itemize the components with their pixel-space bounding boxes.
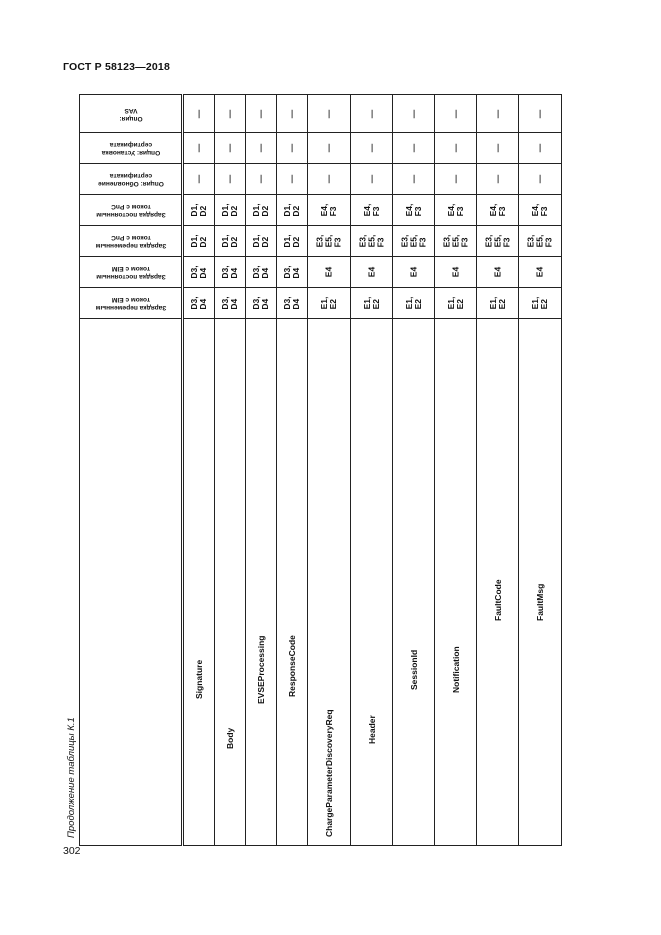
cell-value: —	[323, 174, 334, 184]
cell-value: E4, F3	[319, 203, 338, 217]
cell-value: —	[492, 109, 502, 118]
header-label: Зарядка постоянным током с PnC	[95, 203, 166, 218]
cell-value: E4, F3	[530, 203, 549, 217]
name-cell	[308, 319, 351, 846]
table-cell	[277, 226, 308, 257]
cell-value: E3, E5, F3	[441, 234, 469, 248]
cell-value: —	[323, 143, 334, 153]
header-label: Опция: VAS	[118, 106, 143, 122]
cell-value: D1, D2	[251, 234, 270, 248]
spec-table	[79, 94, 562, 846]
table-cell	[308, 288, 351, 319]
cell-value: E4, F3	[361, 203, 381, 217]
name-cell	[277, 319, 308, 846]
cell-value: —	[450, 174, 460, 184]
row-cert-update	[80, 164, 562, 195]
cell-value: D3, D4	[251, 296, 270, 310]
table-cell	[435, 164, 477, 195]
table-cell	[519, 195, 562, 226]
cell-value: D1, D2	[220, 203, 239, 217]
table-cell	[183, 226, 215, 257]
cell-value: E4	[366, 266, 376, 278]
table-continuation-caption: Продолжение таблицы К.1	[66, 717, 77, 838]
row-cert-install	[80, 133, 562, 164]
table-cell	[393, 164, 435, 195]
table-cell	[215, 226, 246, 257]
table-cell	[246, 164, 277, 195]
row-element-names	[80, 319, 562, 846]
cell-value: E1, E2	[530, 296, 549, 310]
cell-value: E4	[408, 266, 418, 278]
table-cell	[277, 133, 308, 164]
table-cell	[215, 164, 246, 195]
cell-value: E3, E5, F3	[399, 234, 427, 248]
cell-value: D1, D2	[282, 203, 301, 217]
row-dc-pnc	[80, 195, 562, 226]
cell-value: —	[366, 109, 376, 118]
cell-value: —	[534, 109, 545, 118]
cell-value: —	[534, 143, 545, 153]
table-cell	[477, 164, 519, 195]
cell-value: E1, E2	[403, 296, 423, 310]
table-cell	[393, 257, 435, 288]
table-cell	[477, 288, 519, 319]
table-cell	[246, 226, 277, 257]
element-name: ChargeParameterDiscoveryReq	[324, 709, 334, 837]
cell-value: D1, D2	[282, 234, 301, 248]
row-ac-pnc	[80, 226, 562, 257]
cell-value: D1, D2	[189, 203, 208, 217]
cell-value: —	[224, 143, 235, 153]
table-cell	[393, 95, 435, 133]
cell-value: —	[224, 174, 235, 184]
cell-value: E4	[534, 266, 545, 278]
table-cell	[277, 195, 308, 226]
header-cell	[80, 133, 183, 164]
name-cell	[519, 319, 562, 846]
name-cell	[393, 319, 435, 846]
table-cell	[246, 195, 277, 226]
name-cell	[215, 319, 246, 846]
table-cell	[183, 288, 215, 319]
name-cell	[477, 319, 519, 846]
cell-value: —	[450, 143, 460, 153]
table-cell	[351, 257, 393, 288]
table-cell	[351, 195, 393, 226]
table-cell	[246, 257, 277, 288]
table-cell	[277, 257, 308, 288]
cell-value: —	[286, 143, 297, 153]
header-label: Зарядка переменным током с EIM	[95, 296, 166, 311]
table-cell	[393, 133, 435, 164]
header-cell	[80, 226, 183, 257]
table-cell	[435, 133, 477, 164]
table-cell	[477, 195, 519, 226]
table-cell	[308, 133, 351, 164]
table-cell	[519, 226, 562, 257]
cell-value: —	[224, 109, 235, 118]
element-name: Signature	[194, 659, 204, 699]
cell-value: D1, D2	[189, 234, 208, 248]
header-cell	[80, 95, 183, 133]
cell-value: E4, F3	[445, 203, 465, 217]
cell-value: E1, E2	[361, 296, 381, 310]
element-name: Body	[225, 727, 235, 749]
table-cell	[435, 257, 477, 288]
cell-value: —	[323, 109, 334, 118]
document-header: ГОСТ Р 58123—2018	[63, 61, 171, 73]
header-label: Опция: Обновление сертификата	[97, 172, 164, 187]
table-cell	[393, 288, 435, 319]
cell-value: E4	[450, 266, 460, 278]
header-cell	[80, 288, 183, 319]
table-cell	[435, 288, 477, 319]
header-label: Зарядка переменным током с PnC	[95, 234, 166, 249]
cell-value: E4, F3	[487, 203, 507, 217]
table-cell	[308, 257, 351, 288]
cell-value: —	[408, 143, 418, 153]
cell-value: E1, E2	[319, 296, 338, 310]
cell-value: —	[286, 174, 297, 184]
name-cell	[183, 319, 215, 846]
table-cell	[183, 257, 215, 288]
cell-value: —	[193, 109, 204, 118]
table-cell	[183, 95, 215, 133]
table-cell	[308, 195, 351, 226]
table-cell	[246, 133, 277, 164]
cell-value: D3, D4	[282, 296, 301, 310]
cell-value: E3, E5, F3	[357, 234, 385, 248]
cell-value: E1, E2	[445, 296, 465, 310]
row-dc-eim	[80, 257, 562, 288]
table-cell	[435, 226, 477, 257]
table-cell	[519, 288, 562, 319]
table-cell	[519, 133, 562, 164]
table-cell	[215, 195, 246, 226]
element-name: ResponseCode	[287, 635, 297, 697]
cell-value: E1, E2	[487, 296, 507, 310]
cell-value: —	[408, 109, 418, 118]
element-name: EVSEProcessing	[256, 635, 266, 704]
table-cell	[519, 164, 562, 195]
cell-value: D3, D4	[220, 265, 239, 279]
table-cell	[477, 95, 519, 133]
table-cell	[277, 95, 308, 133]
cell-value: D1, D2	[251, 203, 270, 217]
table-cell	[519, 95, 562, 133]
cell-value: —	[255, 174, 266, 184]
table-cell	[477, 226, 519, 257]
table-cell	[308, 95, 351, 133]
table-cell	[477, 133, 519, 164]
table-cell	[435, 195, 477, 226]
element-name: Notification	[450, 646, 461, 693]
element-name: FaultMsg	[535, 583, 545, 621]
cell-value: —	[492, 143, 502, 153]
cell-value: —	[366, 174, 376, 184]
table-cell	[351, 288, 393, 319]
cell-value: —	[450, 109, 460, 118]
table-cell	[183, 164, 215, 195]
cell-value: —	[193, 174, 204, 184]
table-cell	[246, 288, 277, 319]
table-cell	[246, 95, 277, 133]
cell-value: —	[286, 109, 297, 118]
table-cell	[519, 257, 562, 288]
cell-value: E3, E5, F3	[525, 234, 554, 248]
name-cell	[351, 319, 393, 846]
header-cell-blank	[80, 319, 183, 846]
table-cell	[215, 95, 246, 133]
table-cell	[351, 226, 393, 257]
cell-value: E3, E5, F3	[314, 234, 343, 248]
header-cell	[80, 257, 183, 288]
cell-value: —	[366, 143, 376, 153]
header-cell	[80, 195, 183, 226]
table-cell	[393, 195, 435, 226]
row-vas	[80, 95, 562, 133]
cell-value: —	[193, 143, 204, 153]
name-cell	[435, 319, 477, 846]
cell-value: —	[255, 143, 266, 153]
header-label: Опция: Установка сертификата	[101, 141, 160, 156]
name-cell	[246, 319, 277, 846]
cell-value: —	[408, 174, 418, 184]
element-name: FaultCode	[492, 579, 503, 621]
cell-value: —	[492, 174, 502, 184]
table-cell	[277, 164, 308, 195]
table-cell	[183, 133, 215, 164]
element-name: SessionId	[408, 649, 419, 690]
page-number: 302	[63, 845, 81, 857]
header-cell	[80, 164, 183, 195]
cell-value: E4	[492, 266, 502, 278]
table-cell	[351, 164, 393, 195]
table-cell	[351, 133, 393, 164]
table-cell	[277, 288, 308, 319]
cell-value: D3, D4	[189, 296, 208, 310]
table-cell	[215, 133, 246, 164]
header-label: Зарядка постоянным током с EIM	[95, 265, 166, 280]
cell-value: E4	[323, 266, 334, 278]
cell-value: E3, E5, F3	[483, 234, 511, 248]
table-cell	[351, 95, 393, 133]
table-cell	[435, 95, 477, 133]
element-name: Header	[366, 715, 377, 744]
cell-value: D3, D4	[220, 296, 239, 310]
row-ac-eim	[80, 288, 562, 319]
cell-value: —	[255, 109, 266, 118]
table-cell	[183, 195, 215, 226]
cell-value: D3, D4	[189, 265, 208, 279]
cell-value: D3, D4	[282, 265, 301, 279]
table-cell	[308, 164, 351, 195]
cell-value: D3, D4	[251, 265, 270, 279]
table-cell	[308, 226, 351, 257]
cell-value: —	[534, 174, 545, 184]
cell-value: D1, D2	[220, 234, 239, 248]
table-cell	[215, 257, 246, 288]
table-cell	[477, 257, 519, 288]
table-cell	[215, 288, 246, 319]
table-cell	[393, 226, 435, 257]
cell-value: E4, F3	[403, 203, 423, 217]
